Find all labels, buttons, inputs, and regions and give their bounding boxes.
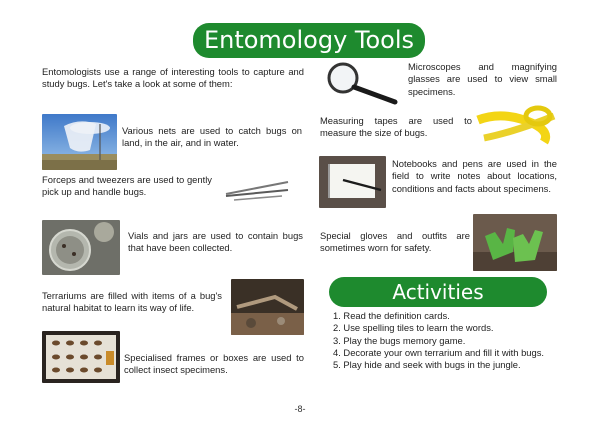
activities-heading: Activities <box>329 277 547 307</box>
frames-text: Specialised frames or boxes are used to collect insect specimens. <box>124 352 304 376</box>
list-item: 4. Decorate your own terrarium and fill it with bugs. <box>333 346 545 358</box>
magnifying-glass-photo <box>321 60 403 110</box>
nets-text: Various nets are used to catch bugs on land, in the air, and in water. <box>122 125 302 149</box>
microscopes-text: Microscopes and magnifying glasses are used to view small specimens. <box>408 61 557 97</box>
notebooks-text: Notebooks and pens are used in the field to write notes about locations, conditions and facts about specimens. <box>392 158 557 194</box>
notebook-photo <box>319 156 386 208</box>
measuring-tape-photo <box>474 102 558 150</box>
page-number: -8- <box>294 404 306 414</box>
list-item: 1. Read the definition cards. <box>333 310 450 321</box>
list-item: 2. Use spelling tiles to learn the words. <box>333 322 494 334</box>
list-item: 5. Play hide and seek with bugs in the jungle. <box>333 359 521 371</box>
forceps-photo <box>214 160 302 218</box>
vials-text: Vials and jars are used to contain bugs that have been collected. <box>128 230 303 254</box>
list-item: 3. Play the bugs memory game. <box>333 334 466 346</box>
vials-photo <box>42 220 120 275</box>
gloves-text: Special gloves and outfits are sometimes worn for safety. <box>320 230 470 254</box>
activities-list <box>333 310 557 371</box>
page-title: Entomology Tools <box>193 23 425 58</box>
terrariums-text: Terrariums are filled with items of a bug's natural habitat to learn its way of life. <box>42 290 222 314</box>
tapes-text: Measuring tapes are used to measure the size of bugs. <box>320 115 472 139</box>
intro-text: Entomologists use a range of interesting tools to capture and study bugs. Let's take a look at some of them: <box>42 66 304 90</box>
frame-photo <box>42 331 120 383</box>
terrarium-photo <box>231 279 304 335</box>
forceps-text: Forceps and tweezers are used to gently pick up and handle bugs. <box>42 174 212 198</box>
gloves-photo <box>473 214 557 271</box>
net-photo <box>42 114 117 170</box>
